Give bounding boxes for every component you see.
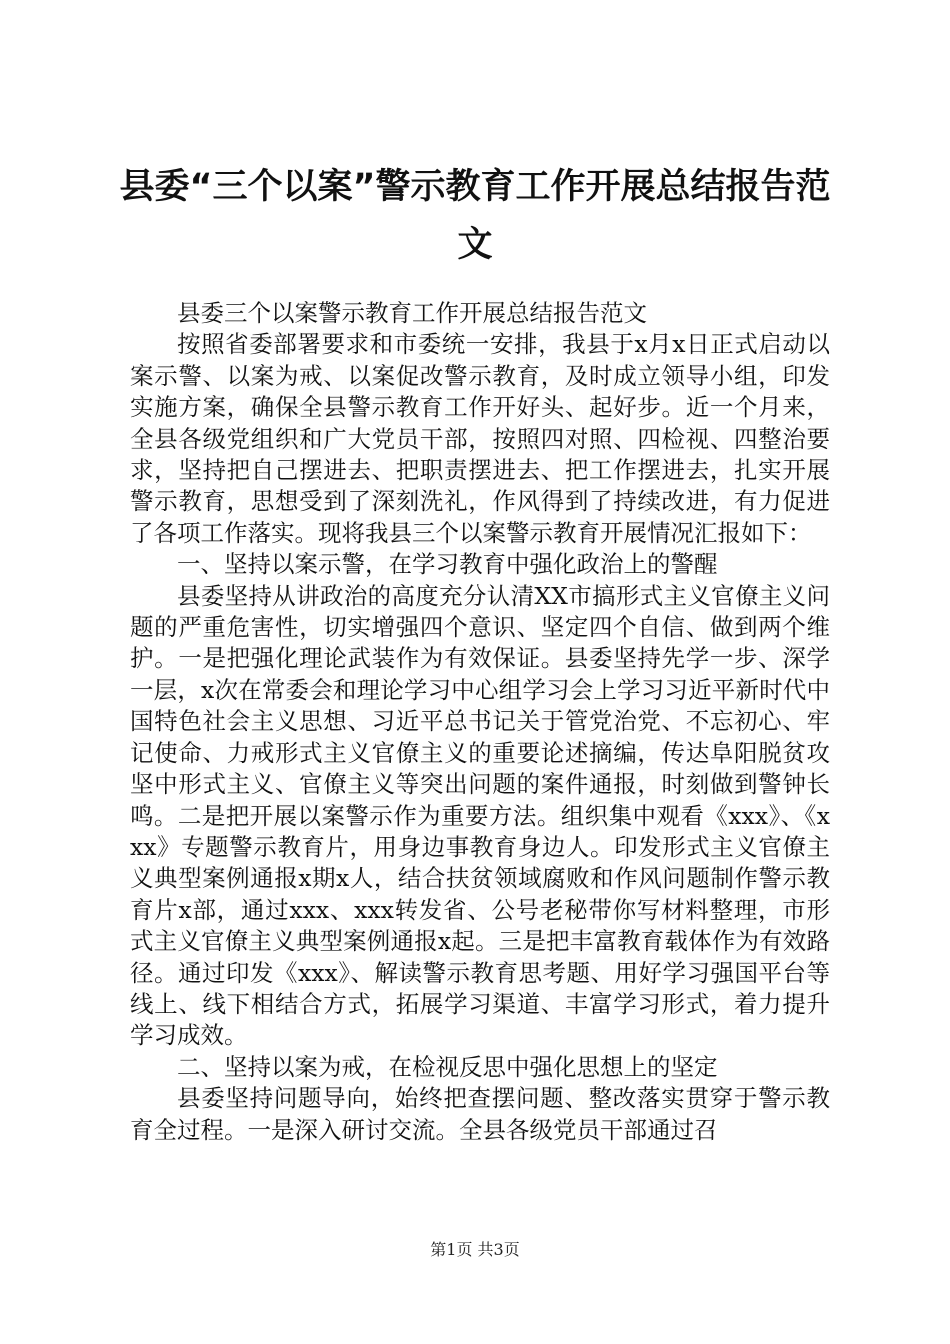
section-1-paragraph: 县委坚持从讲政治的高度充分认清XX市搞形式主义官僚主义问题的严重危害性，切实增强四个意识、坚定四个自信、做到两个维护。一是把强化理论武装作为有效保证。县委坚持先学一步、深学一层，x次在常委会和理论学习中心组学习会上学习习近平新时代中国特色社会主义思想、习近平总书记关于管党治党、不忘初心、牢记使命、力戒形式主义官僚主义的重要论述摘编，传达阜阳脱贫攻坚中形式主义、官僚主义等突出问题的案件通报，时刻做到警钟长鸣。二是把开展以案警示作为重要方法。组织集中观看《xxx》、《xxx》专题警示教育片，用身边事教育身边人。印发形式主义官僚主义典型案例通报x期x人，结合扶贫领域腐败和作风问题制作警示教育片x部，通过xxx、xxx转发省、公号老秘带你写材料整理，市形式主义官僚主义典型案例通报x起。三是把丰富教育载体作为有效路径。通过印发《xxx》、解读警示教育思考题、用好学习强国平台等线上、线下相结合方式，拓展学习渠道、丰富学习形式，着力提升学习成效。 xyxy=(130,581,830,1050)
section-heading-2: 二、坚持以案为戒，在检视反思中强化思想上的坚定 xyxy=(177,1052,718,1081)
section-heading-1: 一、坚持以案示警，在学习教育中强化政治上的警醒 xyxy=(177,550,718,579)
document-title: 县委“三个以案”警示教育工作开展总结报告范文 xyxy=(119,167,831,265)
subtitle-paragraph: 县委三个以案警示教育工作开展总结报告范文 xyxy=(177,299,647,327)
intro-paragraph: 按照省委部署要求和市委统一安排，我县于x月x日正式启动以案示警、以案为戒、以案促改警示教育，及时成立领导小组，印发实施方案，确保全县警示教育工作开好头、起好步。近一个月来，全县各级党组织和广大党员干部，按照四对照、四检视、四整治要求，坚持把自己摆进去、把职责摆进去、把工作摆进去，扎实开展警示教育，思想受到了深刻洗礼，作风得到了持续改进，有力促进了各项工作落实。现将我县三个以案警示教育开展情况汇报如下： xyxy=(130,330,830,547)
section-2-paragraph: 县委坚持问题导向，始终把查摆问题、整改落实贯穿于警示教育全过程。一是深入研讨交流。全县各级党员干部通过召 xyxy=(130,1084,830,1144)
page-footer: 第1页 共3页 xyxy=(430,1240,520,1259)
document-body xyxy=(130,298,830,1146)
